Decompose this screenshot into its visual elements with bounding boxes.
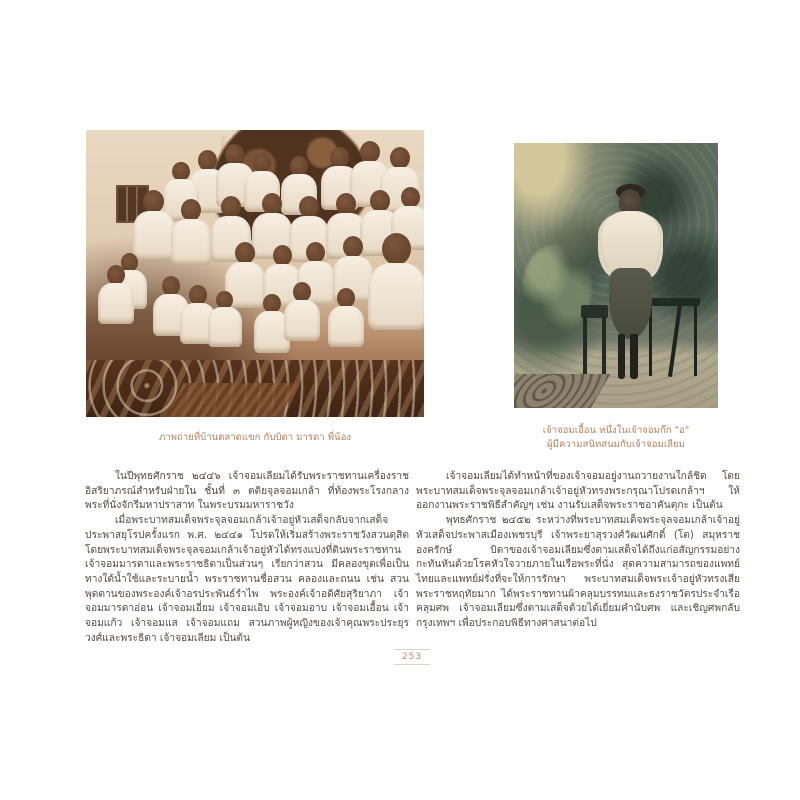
person-head-shape [290, 156, 308, 176]
fern-foliage-shape [522, 244, 591, 334]
person-figure [171, 199, 211, 265]
right-photo-caption-line2: ผู้มีความสนิทสนมกับเจ้าจอมเลียม [547, 439, 685, 450]
person-head-shape [225, 144, 244, 165]
person-head-shape [370, 190, 390, 212]
person-figure [98, 265, 134, 324]
mat-shape [165, 383, 298, 417]
lady-blouse-shape [602, 211, 659, 277]
paragraph: พุทธศักราช ๒๔๕๒ ระหว่างที่พระบาทสมเด็จพระจุลจอมเกล้าเจ้าอยู่หัวเสด็จประพาสเมืองเพชรบุรี เจ้าพระยาสุรวงศ์วัฒนศักดิ์ (โต) สมุหราชองครักษ์ บิดาของเจ้าจอมเลียมซึ่งตามเสด็จได้ถึงแก่อสัญกรรมอย่างกะทันหันด้วยโรคหัวใจวายภายในเรือพระที่นั่ง สุดความสามารถของแพทย์ไทยและแพทย์ฝรั่งที่จะให้การรักษา พระบาทสมเด็จพระเจ้าอยู่หัวทรงเสียพระราชหฤทัยมาก ได้พระราชทานผ้าคลุมบรรทมและธงราชวัตรประจำเรือคลุมศพ เจ้าจอมเลียมซึ่งตามเสด็จด้วยได้เยี่ยมคำนับศพ และเชิญศพกลับกรุงเทพฯ เพื่อประกอบพิธีทางศาสนาต่อไป [416, 515, 740, 630]
chair-leg-shape [583, 315, 587, 373]
person-body-shape [328, 306, 364, 347]
right-photo-caption-line1: เจ้าจอมเอื้อน หนึ่งในเจ้าจอมก๊ก "อ" [542, 425, 690, 436]
person-figure [328, 288, 364, 347]
table-leg-shape [694, 305, 698, 377]
body-text-right-column [416, 470, 740, 632]
person-head-shape [382, 233, 411, 265]
person-head-shape [299, 196, 319, 218]
person-head-shape [343, 236, 363, 258]
page-number: 253 [394, 649, 430, 665]
person-head-shape [293, 282, 311, 302]
person-body-shape [171, 219, 211, 265]
table-top-shape [644, 298, 700, 306]
person-head-shape [143, 190, 164, 213]
person-head-shape [253, 153, 271, 173]
person-head-shape [263, 294, 281, 314]
person-head-shape [330, 147, 349, 168]
person-head-shape [162, 276, 180, 296]
person-head-shape [235, 242, 255, 264]
ground-mat-shape [514, 374, 610, 408]
right-photo-caption [500, 424, 732, 452]
left-photo-caption: ภาพถ่ายที่บ้านตลาดแขก กับบิดา มารดา พี่น้อง [158, 432, 352, 443]
person-body-shape [98, 283, 134, 324]
person-head-shape [189, 285, 207, 305]
person-body-shape [368, 263, 424, 330]
person-head-shape [306, 242, 325, 263]
person-head-shape [401, 187, 420, 208]
person-head-shape [336, 193, 356, 215]
person-head-shape [390, 147, 410, 169]
lady-breeches-shape [609, 268, 652, 340]
person-body-shape [133, 211, 175, 259]
chair-leg-shape [602, 315, 606, 373]
person-head-shape [181, 199, 201, 221]
paragraph: เจ้าจอมเลียมได้ทำหน้าที่ของเจ้าจอมอยู่งานถวายงานใกล้ชิด โดยพระบาทสมเด็จพระจุลจอมเกล้าเจ้าอยู่หัวทรงพระกรุณาโปรดเกล้าฯ ให้ออกงานพระราชพิธีสำคัญๆ เช่น งานรับเสด็จพระราชอาคันตุกะ เป็นต้น [416, 471, 740, 512]
person-figure [208, 291, 242, 347]
paragraph: ในปีพุทธศักราช ๒๔๔๖ เจ้าจอมเลียมได้รับพระราชทานเครื่องราชอิสริยาภรณ์สำหรับฝ่ายใน ชั้นที่ ๓ ตติยจุลจอมเกล้า ที่ท้องพระโรงกลางพระที่นั่งจักรีมหาปราสาท ในพระบรมมหาราชวัง [85, 471, 409, 512]
person-head-shape [273, 245, 292, 266]
person-head-shape [198, 150, 217, 171]
person-head-shape [337, 288, 355, 308]
garden-portrait-photo [514, 143, 718, 408]
boot-shape [630, 334, 637, 379]
person-figure [133, 190, 175, 259]
table-leg-shape [668, 305, 682, 376]
person-head-shape [172, 162, 190, 182]
paragraph: เมื่อพระบาทสมเด็จพระจุลจอมเกล้าเจ้าอยู่หัวเสด็จกลับจากเสด็จประพาสยุโรปครั้งแรก พ.ศ. ๒๔๔๑ โปรดให้เริ่มสร้างพระราชวังสวนดุสิต โดยพระบาทสมเด็จพระจุลจอมเกล้าเจ้าอยู่หัวได้ทรงแบ่งที่ดินพระราชทานเจ้าจอมมารดาและพระราชธิดาเป็นส่วนๆ เรียกว่าสวน มีคลองขุดเพื่อเป็นทางใต้น้ำใช้และระบายน้ำ พระราชทานชื่อสวน คลองและถนน เช่น สวนพุดตานของพระองค์เจ้าอรประพันธ์รำไพ พระองค์เจ้าอดิศัยสุริยาภา เจ้าจอมมารดาอ่อน เจ้าจอมเอี่ยม เจ้าจอมเอิบ เจ้าจอมอาบ เจ้าจอมเอื้อน เจ้าจอมแก้ว เจ้าจอมแส เจ้าจอมแถม สวนภาพผู้หญิงของเจ้าคุณพระประยุรวงศ์และพระธิดา เจ้าจอมเลียม เป็นต้น [85, 515, 409, 644]
person-head-shape [221, 196, 241, 218]
person-figure [284, 282, 320, 341]
person-body-shape [208, 307, 242, 346]
body-text-left-column [85, 470, 409, 646]
person-figure [368, 233, 424, 330]
person-head-shape [262, 193, 282, 215]
boot-shape [618, 334, 625, 379]
person-head-shape [107, 265, 125, 285]
person-body-shape [284, 300, 320, 341]
person-head-shape [360, 141, 380, 163]
group-family-photo [86, 130, 424, 417]
person-head-shape [216, 291, 233, 310]
